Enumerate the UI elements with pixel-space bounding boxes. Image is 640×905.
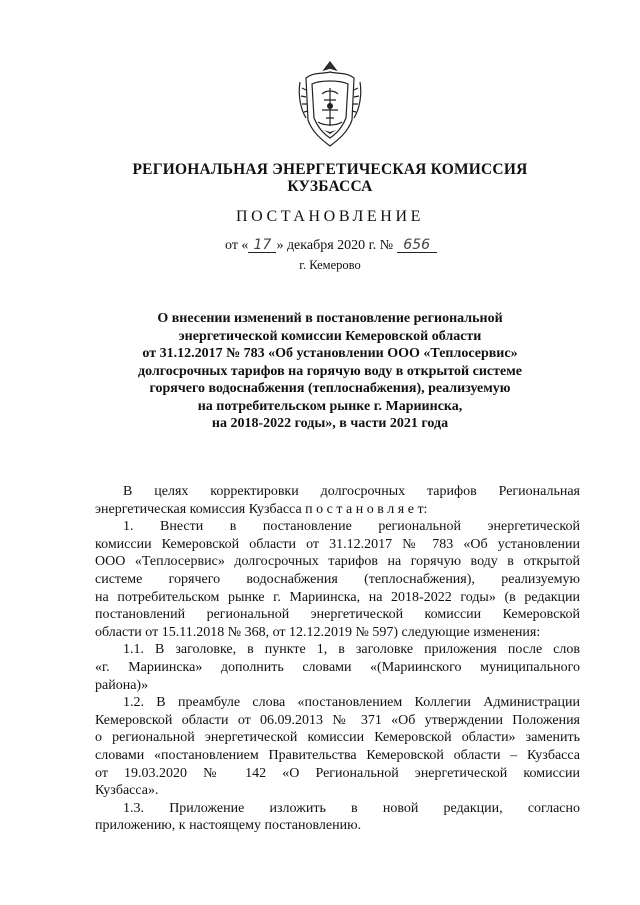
organization-name-region: КУЗБАССА — [287, 178, 373, 195]
body-line: 1.3. Приложение изложить в новой редакции, согласно — [123, 800, 580, 816]
body-line: ООО «Теплосервис» долгосрочных тарифов на горячую воду в открытой — [95, 554, 580, 570]
body-line: 1. Внести в постановление региональной энергетической — [123, 519, 580, 535]
body-line: словами «постановлением Правительства Кемеровской области – Кузбасса — [95, 747, 580, 763]
body-line: энергетическая комиссия Кузбасса п о с т а н о в л я е т: — [95, 501, 428, 517]
date-middle: » декабря 2020 г. № — [276, 238, 394, 253]
date-prefix: от « — [225, 238, 249, 253]
body-line: на потребительском рынке г. Мариинска, на 2018-2022 годы» (в редакции — [95, 589, 580, 605]
body-line: 1.2. В преамбуле слова «постановлением Коллегии Администрации — [123, 695, 580, 711]
body-line: постановлений региональной энергетической комиссии Кемеровской — [95, 607, 580, 623]
title-line: на потребительском рынке г. Мариинска, — [197, 398, 463, 414]
document-title — [110, 310, 550, 433]
title-line: энергетической комиссии Кемеровской области — [178, 328, 482, 344]
document-body — [95, 483, 580, 835]
city: г. Кемерово — [299, 258, 361, 272]
body-line: района)» — [95, 677, 149, 693]
title-line: на 2018-2022 годы», в части 2021 года — [211, 416, 449, 431]
organization-name: РЕГИОНАЛЬНАЯ ЭНЕРГЕТИЧЕСКАЯ КОМИССИЯ — [132, 161, 528, 178]
body-line: от 19.03.2020 № 142 «О Региональной энергетической комиссии — [95, 765, 580, 781]
title-line: О внесении изменений в постановление региональной — [157, 311, 503, 326]
title-line: от 31.12.2017 № 783 «Об установлении ООО «Теплосервис» — [142, 346, 518, 361]
document-type: ПОСТАНОВЛЕНИЕ — [236, 208, 424, 225]
body-line: системе горячего водоснабжения (теплоснабжения), реализуемую — [95, 571, 580, 587]
body-line: о региональной энергетической комиссии Кемеровской области» заменить — [95, 730, 580, 746]
document-number-handwritten: 656 — [397, 238, 437, 253]
body-line: области от 15.11.2018 № 368, от 12.12.2019 № 597) следующие изменения: — [95, 624, 541, 640]
title-line: долгосрочных тарифов на горячую воду в открытой системе — [138, 363, 522, 379]
body-line: В целях корректировки долгосрочных тарифов Региональная — [123, 484, 580, 499]
body-line: Кемеровской области от 06.09.2013 № 371 «Об утверждении Положения — [95, 712, 580, 728]
body-line: «г. Мариинска» дополнить словами «(Мариинского муниципального — [95, 659, 580, 675]
body-line: приложению, к настоящему постановлению. — [95, 818, 362, 834]
coat-of-arms-icon — [296, 60, 364, 148]
body-line: комиссии Кемеровской области от 31.12.2017 № 783 «Об установлении — [95, 536, 580, 552]
date-line — [225, 238, 485, 254]
body-line: 1.1. В заголовке, в пункте 1, в заголовке приложения после слов — [123, 642, 580, 658]
date-day-handwritten: 17 — [248, 238, 276, 253]
title-line: горячего водоснабжения (теплоснабжения), реализуемую — [149, 381, 511, 396]
body-line: Кузбасса». — [95, 783, 159, 799]
